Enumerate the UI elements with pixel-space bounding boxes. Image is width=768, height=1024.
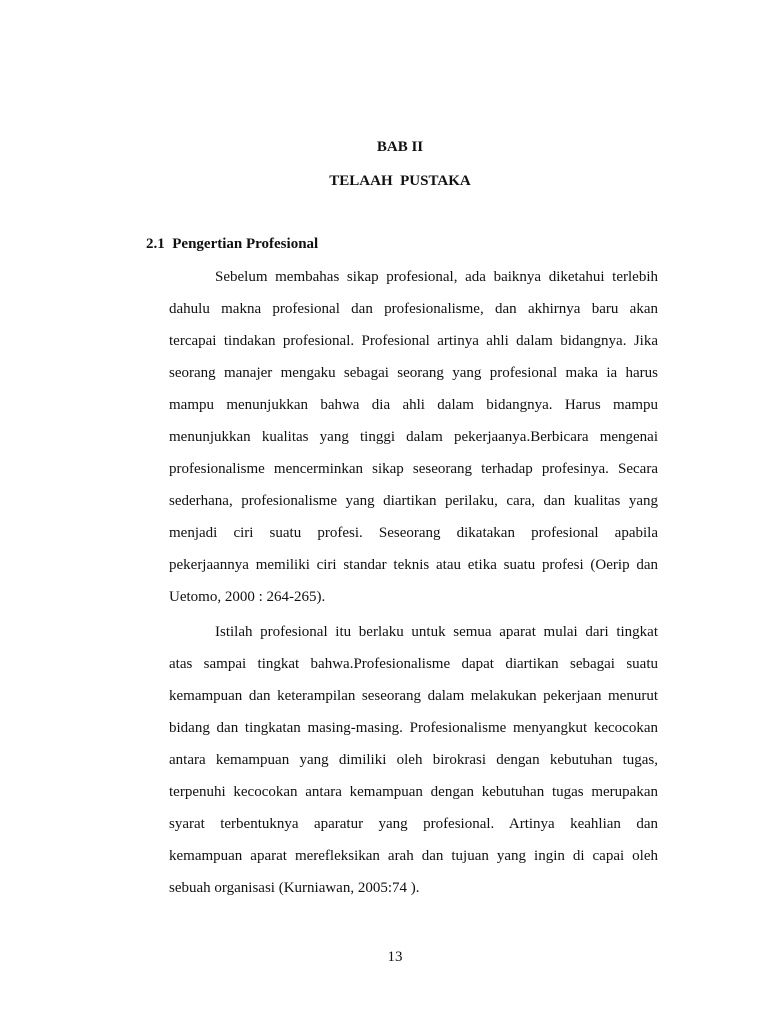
paragraph-line: sederhana, profesionalisme yang diartikan perilaku, cara, dan kualitas yang (169, 493, 658, 509)
paragraph-line: kemampuan dan keterampilan seseorang dalam melakukan pekerjaan menurut (169, 688, 658, 704)
paragraph-line: antara kemampuan yang dimiliki oleh birokrasi dengan kebutuhan tugas, (169, 752, 658, 768)
chapter-title: TELAAH PUSTAKA (329, 173, 471, 189)
paragraph-line: pekerjaannya memiliki ciri standar teknis atau etika suatu profesi (Oerip dan (169, 557, 658, 573)
paragraph-line: Istilah profesional itu berlaku untuk semua aparat mulai dari tingkat (215, 624, 658, 640)
paragraph-line: sebuah organisasi (Kurniawan, 2005:74 ). (169, 880, 420, 896)
paragraph-line: tercapai tindakan profesional. Profesional artinya ahli dalam bidangnya. Jika (169, 333, 658, 349)
page-number: 13 (387, 949, 403, 965)
paragraph-line: Sebelum membahas sikap profesional, ada baiknya diketahui terlebih (215, 269, 658, 285)
chapter-label: BAB II (376, 139, 424, 155)
paragraph-line: Uetomo, 2000 : 264-265). (169, 589, 326, 605)
paragraph-line: seorang manajer mengaku sebagai seorang yang profesional maka ia harus (169, 365, 658, 381)
paragraph-line: dahulu makna profesional dan profesionalisme, dan akhirnya baru akan (169, 301, 658, 317)
paragraph-line: syarat terbentuknya aparatur yang profesional. Artinya keahlian dan (169, 816, 658, 832)
paragraph-line: bidang dan tingkatan masing-masing. Profesionalisme menyangkut kecocokan (169, 720, 658, 736)
paragraph-line: terpenuhi kecocokan antara kemampuan dengan kebutuhan tugas merupakan (169, 784, 658, 800)
paragraph-line: atas sampai tingkat bahwa.Profesionalisme dapat diartikan sebagai suatu (169, 656, 658, 672)
paragraph-line: profesionalisme mencerminkan sikap seseorang terhadap profesinya. Secara (169, 461, 658, 477)
paragraph-line: menunjukkan kualitas yang tinggi dalam pekerjaanya.Berbicara mengenai (169, 429, 658, 445)
section-heading: 2.1 Pengertian Profesional (146, 236, 319, 252)
paragraph-line: kemampuan aparat merefleksikan arah dan tujuan yang ingin di capai oleh (169, 848, 658, 864)
paragraph-line: mampu menunjukkan bahwa dia ahli dalam bidangnya. Harus mampu (169, 397, 658, 413)
paragraph-line: menjadi ciri suatu profesi. Seseorang dikatakan profesional apabila (169, 525, 658, 541)
